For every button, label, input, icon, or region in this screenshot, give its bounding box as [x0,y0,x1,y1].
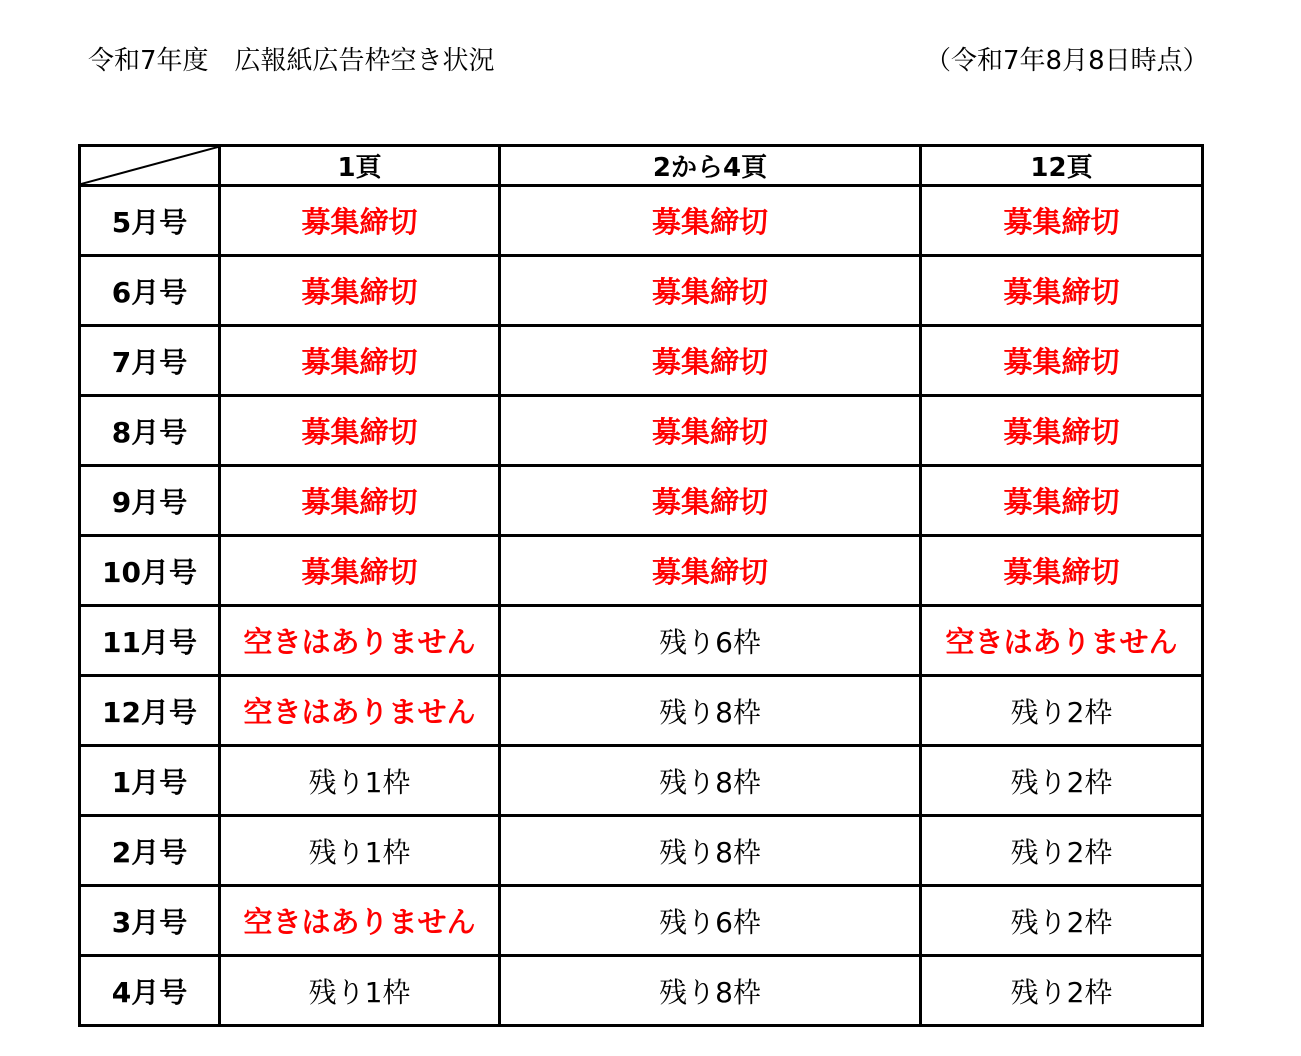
table-row [80,536,1203,606]
availability-cell: 残り2枠 [921,956,1203,1026]
table-row [80,746,1203,816]
table-row [80,326,1203,396]
availability-cell: 募集締切 [500,186,921,256]
column-header-page1: 1頁 [220,146,500,186]
as-of-date: （令和7年8月8日時点） [925,46,1209,76]
column-header-page12: 12頁 [921,146,1203,186]
table-row [80,676,1203,746]
availability-cell: 残り6枠 [500,886,921,956]
issue-month-label: 7月号 [80,326,220,396]
issue-month-label: 10月号 [80,536,220,606]
availability-cell: 残り1枠 [220,816,500,886]
diagonal-line [81,147,218,184]
availability-cell: 募集締切 [921,326,1203,396]
availability-cell: 募集締切 [500,326,921,396]
issue-month-label: 2月号 [80,816,220,886]
availability-cell: 募集締切 [220,466,500,536]
table-row [80,606,1203,676]
issue-month-label: 3月号 [80,886,220,956]
availability-cell: 募集締切 [220,186,500,256]
availability-cell: 残り2枠 [921,886,1203,956]
availability-cell: 募集締切 [500,536,921,606]
issue-month-label: 8月号 [80,396,220,466]
table-row [80,396,1203,466]
issue-month-label: 6月号 [80,256,220,326]
availability-cell: 空きはありません [220,886,500,956]
availability-cell: 残り8枠 [500,816,921,886]
ad-availability-table [78,144,1204,1027]
table-row [80,256,1203,326]
availability-cell: 残り1枠 [220,746,500,816]
issue-month-label: 1月号 [80,746,220,816]
table-row [80,816,1203,886]
table-row [80,466,1203,536]
availability-cell: 残り8枠 [500,676,921,746]
availability-cell: 空きはありません [220,676,500,746]
availability-cell: 募集締切 [921,256,1203,326]
availability-cell: 募集締切 [500,466,921,536]
issue-month-label: 11月号 [80,606,220,676]
table-row [80,886,1203,956]
availability-cell: 空きはありません [921,606,1203,676]
corner-cell [80,146,220,186]
issue-month-label: 4月号 [80,956,220,1026]
column-header-pages2to4: 2から4頁 [500,146,921,186]
availability-cell: 残り2枠 [921,676,1203,746]
availability-cell: 残り1枠 [220,956,500,1026]
availability-cell: 残り2枠 [921,816,1203,886]
page-title: 令和7年度 広報紙広告枠空き状況 [88,46,495,76]
availability-cell: 募集締切 [500,396,921,466]
availability-cell: 募集締切 [220,396,500,466]
availability-cell: 募集締切 [220,326,500,396]
availability-cell: 募集締切 [220,536,500,606]
issue-month-label: 9月号 [80,466,220,536]
availability-cell: 空きはありません [220,606,500,676]
availability-cell: 残り2枠 [921,746,1203,816]
availability-cell: 残り8枠 [500,956,921,1026]
issue-month-label: 5月号 [80,186,220,256]
availability-cell: 残り8枠 [500,746,921,816]
availability-cell: 募集締切 [921,186,1203,256]
availability-cell: 募集締切 [921,536,1203,606]
issue-month-label: 12月号 [80,676,220,746]
header-row [80,146,1203,186]
availability-cell: 募集締切 [921,466,1203,536]
availability-cell: 募集締切 [921,396,1203,466]
table-row [80,186,1203,256]
table-row [80,956,1203,1026]
availability-cell: 募集締切 [500,256,921,326]
availability-cell: 募集締切 [220,256,500,326]
availability-cell: 残り6枠 [500,606,921,676]
